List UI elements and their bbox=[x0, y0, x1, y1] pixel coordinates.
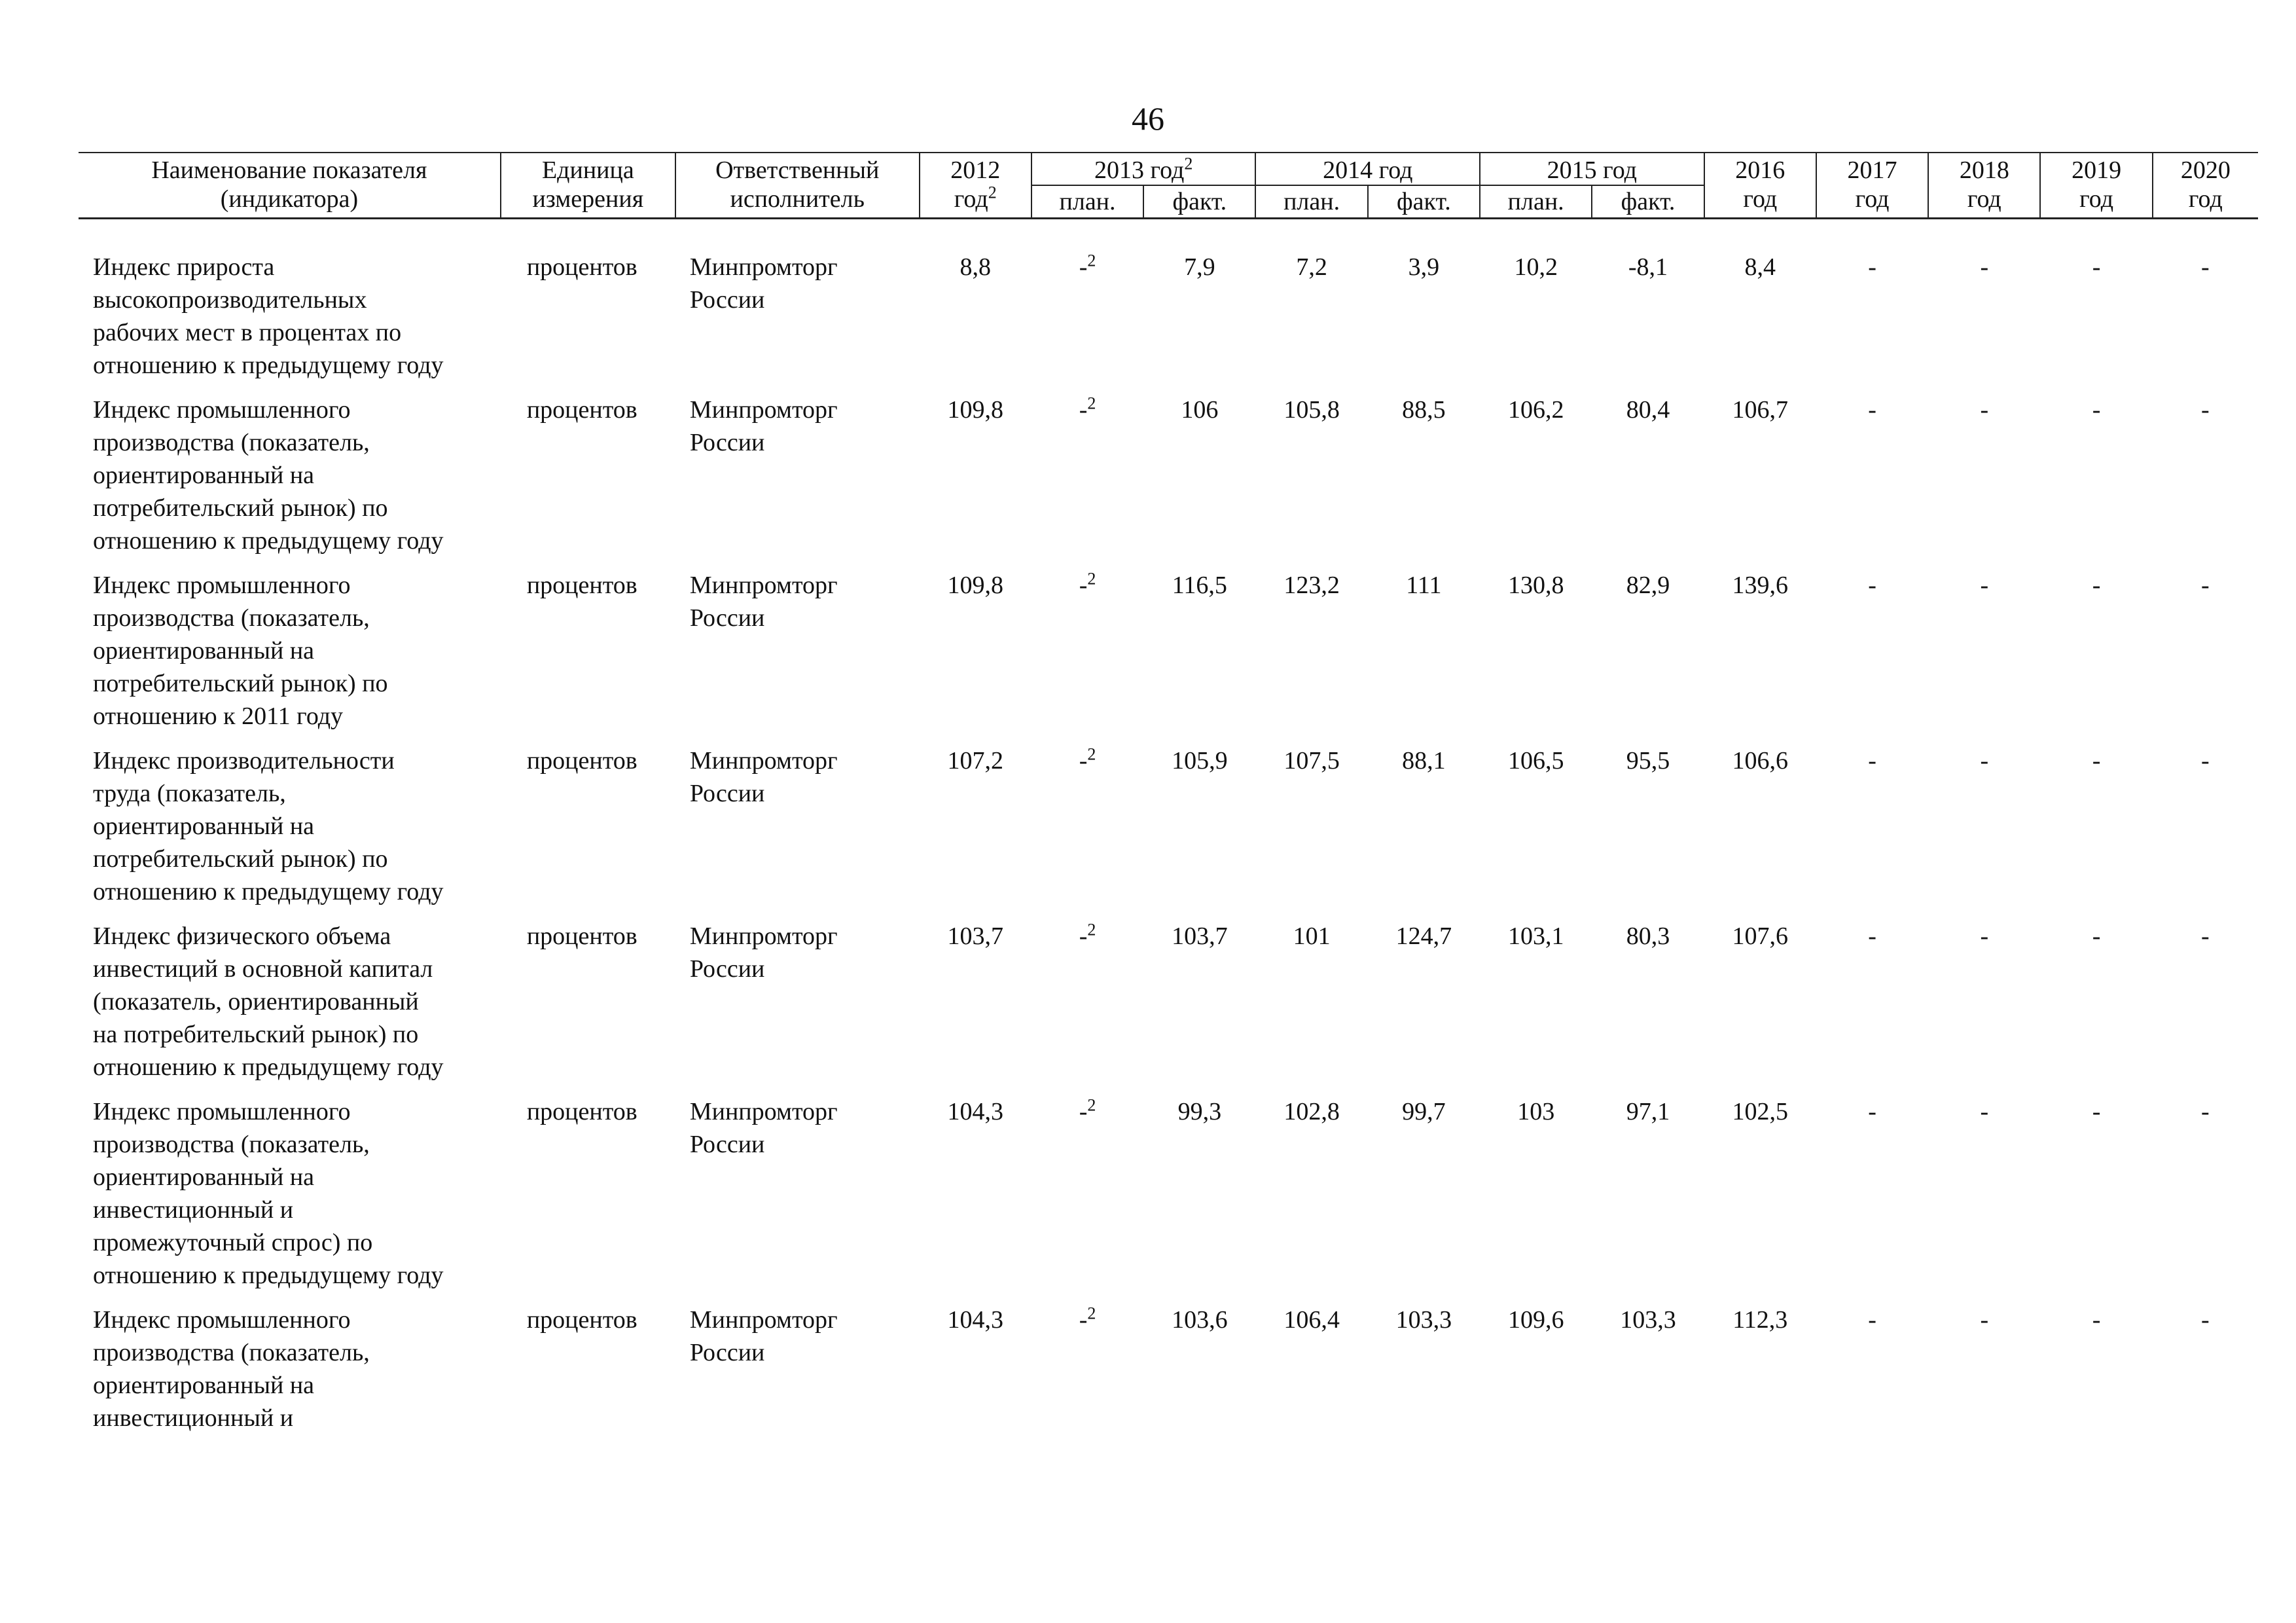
value-v2020: - bbox=[2201, 572, 2210, 599]
value-v2017: - bbox=[1868, 572, 1876, 599]
value-v2017: - bbox=[1868, 747, 1876, 775]
header-year-2013: 2013 год$^2$ bbox=[1031, 153, 1256, 185]
value-f2015: 80,3 bbox=[1626, 922, 1670, 950]
value-p2015: 106,2 bbox=[1507, 396, 1564, 424]
value-f2014: 124,7 bbox=[1395, 922, 1452, 950]
header-year-2016: 2016 год bbox=[1704, 153, 1816, 219]
value-v2019: - bbox=[2092, 253, 2101, 281]
value-p2015: 103 bbox=[1517, 1098, 1555, 1125]
value-v2017: - bbox=[1868, 396, 1876, 424]
indicator-executor: Минпромторг России bbox=[689, 1306, 838, 1366]
header-year-2018: 2018 год bbox=[1928, 153, 2040, 219]
indicator-executor: Минпромторг России bbox=[689, 1098, 838, 1158]
value-v2012: 109,8 bbox=[947, 396, 1003, 424]
value-p2013: -$^2$ bbox=[1079, 1304, 1096, 1334]
value-f2014: 111 bbox=[1406, 572, 1442, 599]
value-v2020: - bbox=[2201, 922, 2210, 950]
value-f2015: 95,5 bbox=[1626, 747, 1670, 775]
header-indicator-name: Наименование показателя (индикатора) bbox=[79, 153, 501, 219]
table-row bbox=[79, 744, 2258, 920]
indicator-executor: Минпромторг России bbox=[689, 572, 838, 632]
value-v2016: 106,7 bbox=[1732, 396, 1789, 424]
value-p2015: 10,2 bbox=[1514, 253, 1558, 281]
indicator-executor: Минпромторг России bbox=[689, 747, 838, 807]
value-f2015: 97,1 bbox=[1626, 1098, 1670, 1125]
value-p2014: 123,2 bbox=[1283, 572, 1340, 599]
value-v2018: - bbox=[1980, 747, 1989, 775]
value-v2019: - bbox=[2092, 1098, 2101, 1125]
value-p2015: 106,5 bbox=[1507, 747, 1564, 775]
table-row bbox=[79, 1095, 2258, 1304]
value-v2017: - bbox=[1868, 1098, 1876, 1125]
header-executor: Ответственный исполнитель bbox=[675, 153, 920, 219]
value-f2014: 99,7 bbox=[1402, 1098, 1446, 1125]
value-v2012: 109,8 bbox=[947, 572, 1003, 599]
value-v2018: - bbox=[1980, 572, 1989, 599]
value-v2018: - bbox=[1980, 1098, 1989, 1125]
value-f2014: 88,5 bbox=[1402, 396, 1446, 424]
header-year-2014: 2014 год bbox=[1255, 153, 1480, 185]
value-v2012: 104,3 bbox=[947, 1306, 1003, 1334]
value-v2016: 139,6 bbox=[1732, 572, 1789, 599]
indicator-name: Индекс прироста высокопроизводительных рабочих мест в процентах по отношению к предыдущему году bbox=[93, 253, 444, 379]
value-v2018: - bbox=[1980, 922, 1989, 950]
value-p2014: 101 bbox=[1293, 922, 1331, 950]
value-f2013: 99,3 bbox=[1177, 1098, 1222, 1125]
value-p2014: 102,8 bbox=[1283, 1098, 1340, 1125]
header-2014-fact: факт. bbox=[1368, 185, 1480, 219]
value-v2020: - bbox=[2201, 1306, 2210, 1334]
value-f2014: 3,9 bbox=[1408, 253, 1440, 281]
value-v2019: - bbox=[2092, 572, 2101, 599]
value-p2013: -$^2$ bbox=[1079, 569, 1096, 599]
value-f2015: 80,4 bbox=[1626, 396, 1670, 424]
header-2015-plan: план. bbox=[1480, 185, 1592, 219]
value-p2014: 106,4 bbox=[1283, 1306, 1340, 1334]
value-p2015: 109,6 bbox=[1507, 1306, 1564, 1334]
value-v2019: - bbox=[2092, 747, 2101, 775]
value-f2013: 7,9 bbox=[1184, 253, 1215, 281]
header-year-2012: 2012 год$^2$ bbox=[920, 153, 1031, 219]
table-row bbox=[79, 920, 2258, 1095]
indicator-executor: Минпромторг России bbox=[689, 922, 838, 983]
header-year-2019: 2019 год bbox=[2040, 153, 2152, 219]
indicators-table bbox=[79, 152, 2258, 1446]
value-v2012: 8,8 bbox=[960, 253, 991, 281]
header-year-2020: 2020 год bbox=[2153, 153, 2258, 219]
header-unit: Единица измерения bbox=[501, 153, 675, 219]
value-v2020: - bbox=[2201, 1098, 2210, 1125]
page-number: 46 bbox=[1132, 100, 1164, 137]
value-p2013: -$^2$ bbox=[1079, 393, 1096, 424]
value-p2015: 103,1 bbox=[1507, 922, 1564, 950]
value-v2018: - bbox=[1980, 396, 1989, 424]
value-v2012: 103,7 bbox=[947, 922, 1003, 950]
value-p2015: 130,8 bbox=[1507, 572, 1564, 599]
indicator-name: Индекс промышленного производства (показатель, ориентированный на потребительский рынок) по отношению к 2011 году bbox=[93, 572, 388, 730]
value-v2016: 112,3 bbox=[1732, 1306, 1788, 1334]
indicator-name: Индекс производительности труда (показатель, ориентированный на потребительский рынок) по отношению к предыдущему году bbox=[93, 747, 444, 905]
value-f2013: 106 bbox=[1181, 396, 1219, 424]
value-v2017: - bbox=[1868, 253, 1876, 281]
header-2013-fact: факт. bbox=[1143, 185, 1255, 219]
indicator-unit: процентов bbox=[526, 1306, 637, 1334]
indicator-unit: процентов bbox=[526, 572, 637, 599]
value-v2016: 106,6 bbox=[1732, 747, 1789, 775]
indicator-executor: Минпромторг России bbox=[689, 396, 838, 456]
indicator-executor: Минпромторг России bbox=[689, 253, 838, 314]
indicator-unit: процентов bbox=[526, 1098, 637, 1125]
value-p2014: 7,2 bbox=[1296, 253, 1327, 281]
indicator-name: Индекс промышленного производства (показатель, ориентированный на инвестиционный и bbox=[93, 1306, 370, 1432]
value-v2020: - bbox=[2201, 396, 2210, 424]
value-v2019: - bbox=[2092, 396, 2101, 424]
value-v2017: - bbox=[1868, 922, 1876, 950]
value-v2019: - bbox=[2092, 1306, 2101, 1334]
header-year-2015: 2015 год bbox=[1480, 153, 1704, 185]
value-p2013: -$^2$ bbox=[1079, 251, 1096, 281]
indicator-name: Индекс промышленного производства (показатель, ориентированный на потребительский рынок) по отношению к предыдущему году bbox=[93, 396, 444, 555]
table-row bbox=[79, 1304, 2258, 1446]
value-f2013: 105,9 bbox=[1172, 747, 1228, 775]
value-p2014: 107,5 bbox=[1283, 747, 1340, 775]
indicator-name: Индекс физического объема инвестиций в основной капитал (показатель, ориентированный на потребительский рынок) по отношению к предыдущему году bbox=[93, 922, 444, 1081]
value-v2020: - bbox=[2201, 253, 2210, 281]
indicator-unit: процентов bbox=[526, 396, 637, 424]
value-v2012: 104,3 bbox=[947, 1098, 1003, 1125]
header-2015-fact: факт. bbox=[1592, 185, 1704, 219]
header-year-2017: 2017 год bbox=[1816, 153, 1928, 219]
indicator-unit: процентов bbox=[526, 922, 637, 950]
value-v2020: - bbox=[2201, 747, 2210, 775]
value-f2015: -8,1 bbox=[1628, 253, 1668, 281]
value-p2013: -$^2$ bbox=[1079, 744, 1096, 775]
value-v2016: 8,4 bbox=[1744, 253, 1776, 281]
header-2013-plan: план. bbox=[1031, 185, 1143, 219]
value-v2018: - bbox=[1980, 253, 1989, 281]
value-f2015: 103,3 bbox=[1620, 1306, 1676, 1334]
header-2014-plan: план. bbox=[1255, 185, 1367, 219]
table-row bbox=[79, 393, 2258, 569]
value-f2014: 103,3 bbox=[1395, 1306, 1452, 1334]
table-row bbox=[79, 251, 2258, 393]
value-v2017: - bbox=[1868, 1306, 1876, 1334]
value-f2014: 88,1 bbox=[1402, 747, 1446, 775]
indicator-unit: процентов bbox=[526, 253, 637, 281]
indicator-name: Индекс промышленного производства (показатель, ориентированный на инвестиционный и промежуточный спрос) по отношению к предыдущему году bbox=[93, 1098, 444, 1289]
value-p2013: -$^2$ bbox=[1079, 920, 1096, 950]
table-row bbox=[79, 569, 2258, 744]
value-v2012: 107,2 bbox=[947, 747, 1003, 775]
value-v2018: - bbox=[1980, 1306, 1989, 1334]
value-v2016: 107,6 bbox=[1732, 922, 1789, 950]
value-f2013: 103,7 bbox=[1172, 922, 1228, 950]
value-f2013: 103,6 bbox=[1172, 1306, 1228, 1334]
value-f2015: 82,9 bbox=[1626, 572, 1670, 599]
indicator-unit: процентов bbox=[526, 747, 637, 775]
value-p2013: -$^2$ bbox=[1079, 1095, 1096, 1125]
value-v2019: - bbox=[2092, 922, 2101, 950]
value-v2016: 102,5 bbox=[1732, 1098, 1789, 1125]
value-p2014: 105,8 bbox=[1283, 396, 1340, 424]
value-f2013: 116,5 bbox=[1172, 572, 1227, 599]
